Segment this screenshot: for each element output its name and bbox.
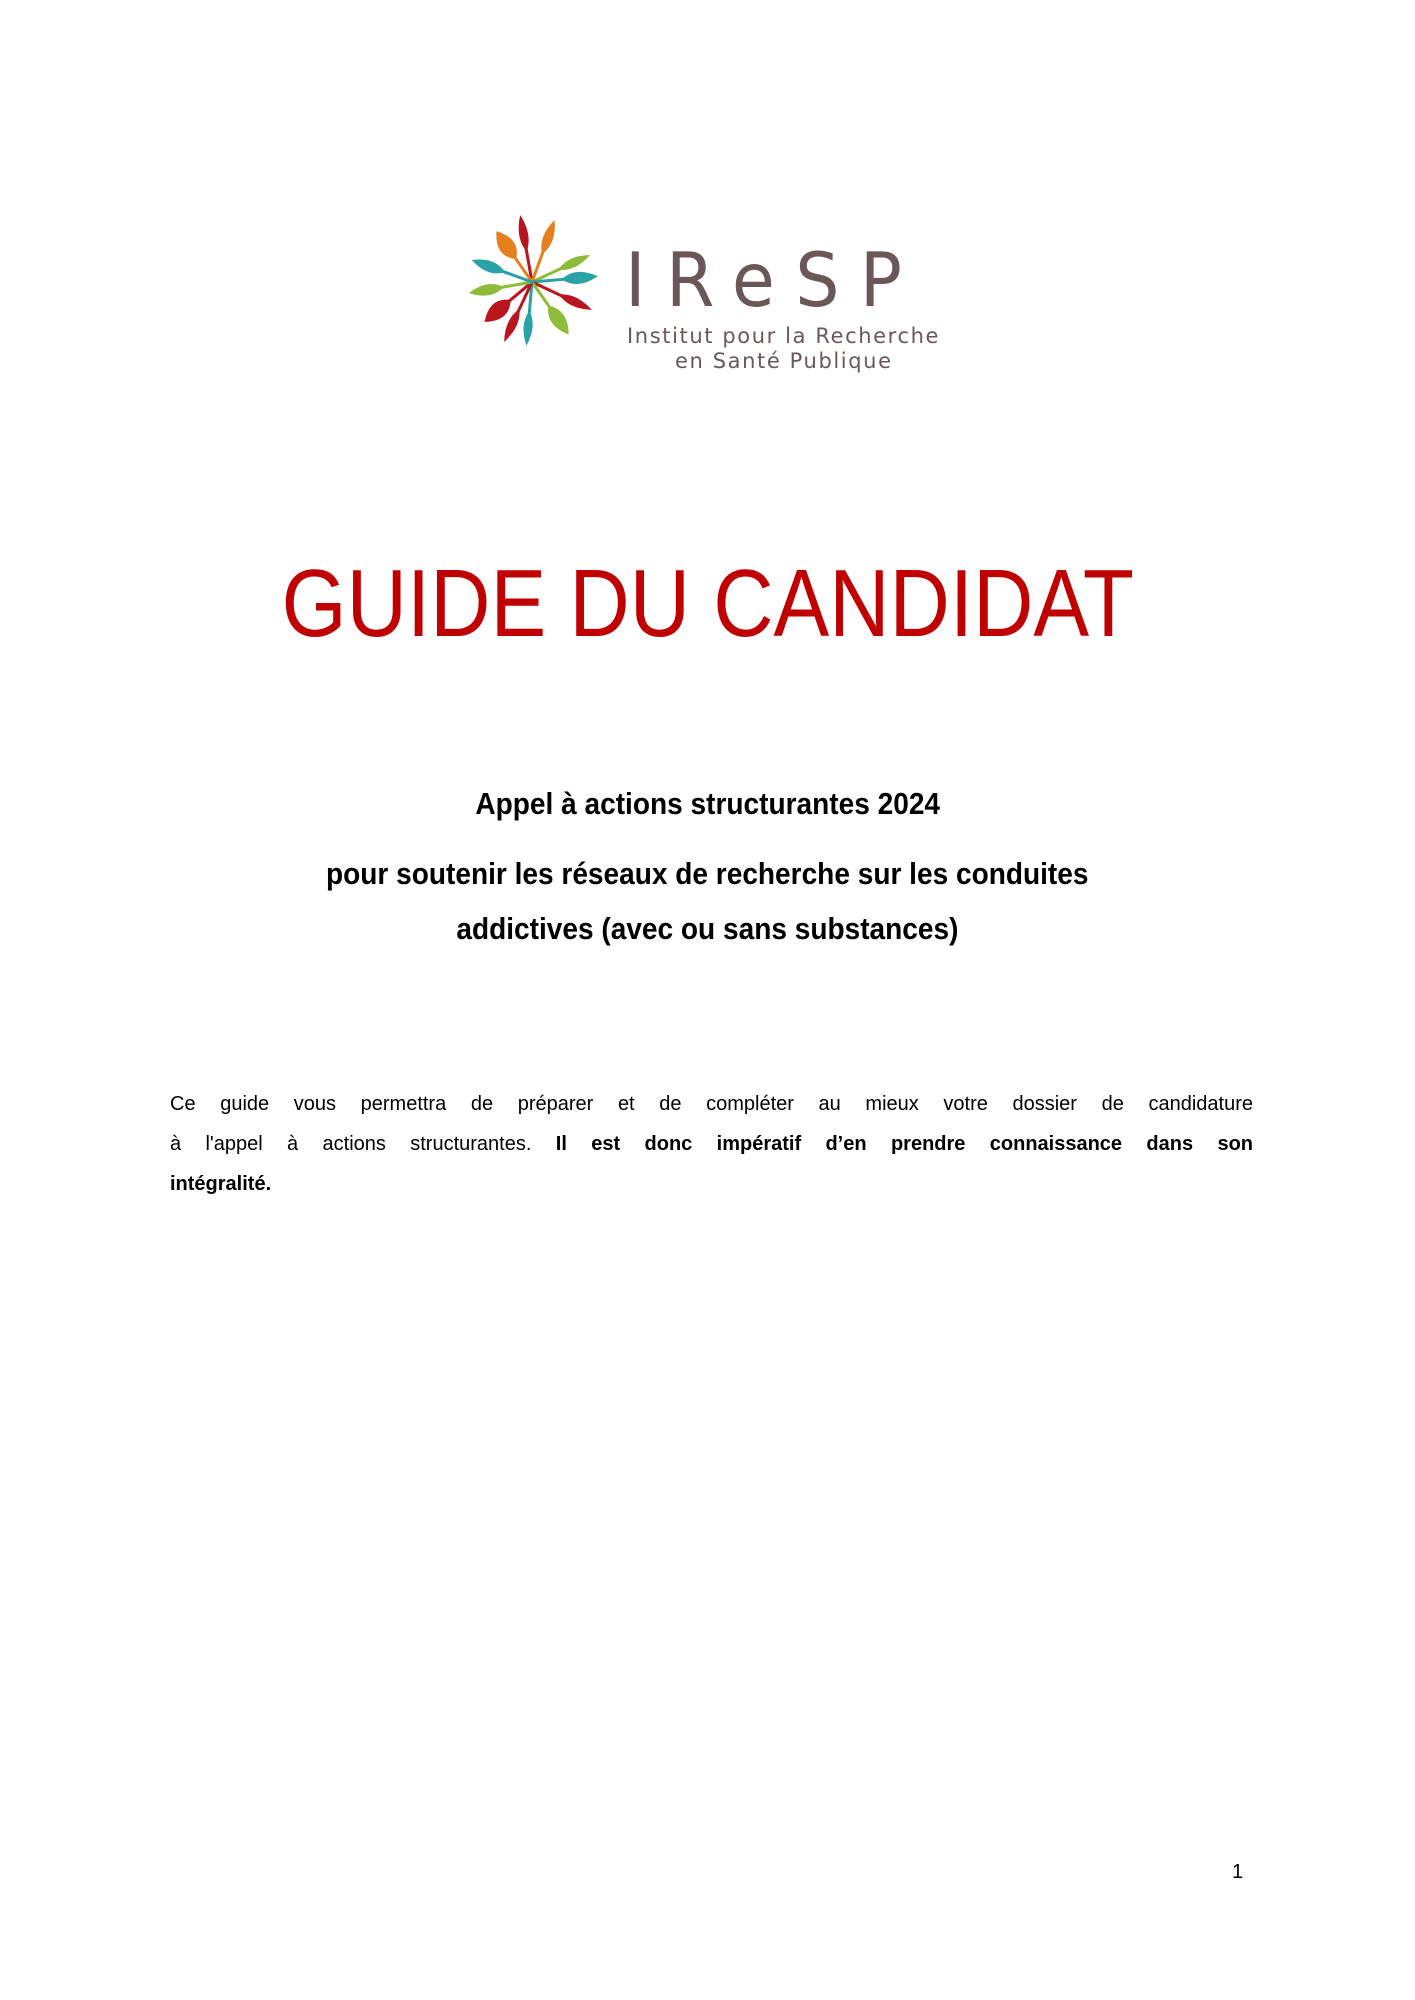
logo-leaf xyxy=(527,218,559,283)
subtitle-line-2-text: pour soutenir les réseaux de recherche sur les conduites xyxy=(326,856,1089,891)
subtitle-line-3-text: addictives (avec ou sans substances) xyxy=(456,911,959,946)
intro-line-2-bold: Il est donc impératif d’en prendre connaissance dans son xyxy=(555,1133,1254,1155)
logo-leaf-blade xyxy=(543,302,575,339)
logo-leaf-blade xyxy=(468,282,505,299)
intro-paragraph xyxy=(170,1084,1253,1204)
subtitle-line-3 xyxy=(0,913,1415,944)
intro-line-3 xyxy=(170,1164,1253,1204)
intro-line-3-bold: intégralité. xyxy=(170,1173,272,1195)
logo-leaf-blade xyxy=(557,290,594,313)
logo-wordmark: IReSP xyxy=(625,236,923,324)
subtitle-line-1-text: Appel à actions structurantes 2024 xyxy=(475,786,940,821)
subtitle-line-1 xyxy=(0,788,1415,819)
logo-leaf-blade xyxy=(516,214,531,252)
logo-leaf-blade xyxy=(490,227,523,264)
intro-line-2 xyxy=(170,1124,1253,1164)
intro-line-1-text: Ce guide vous permettra de préparer et de compléter au mieux votre dossier de candidature xyxy=(170,1093,1253,1115)
iresp-logo xyxy=(460,210,960,385)
intro-line-1 xyxy=(170,1084,1253,1124)
page-number: 1 xyxy=(1232,1861,1244,1883)
document-title xyxy=(0,550,1415,657)
intro-line-2-regular: à l'appel à actions structurantes. xyxy=(170,1133,532,1155)
logo-subtitle-line1: Institut pour la Recherche xyxy=(627,324,941,348)
logo-leaf xyxy=(530,278,594,314)
logo-leaf xyxy=(526,278,574,338)
logo-subtitle-line2: en Santé Publique xyxy=(675,349,893,373)
subtitle-line-2 xyxy=(0,858,1415,889)
document-title-text: GUIDE DU CANDIDAT xyxy=(281,550,1134,657)
iresp-flower-logo-icon xyxy=(460,210,610,360)
logo-leaf-blade xyxy=(522,310,534,346)
logo-leaf-blade xyxy=(561,270,598,285)
logo-leaf-blade xyxy=(537,218,559,256)
logo-leaf-blade xyxy=(470,255,507,277)
logo-leaf-blade xyxy=(556,251,592,274)
